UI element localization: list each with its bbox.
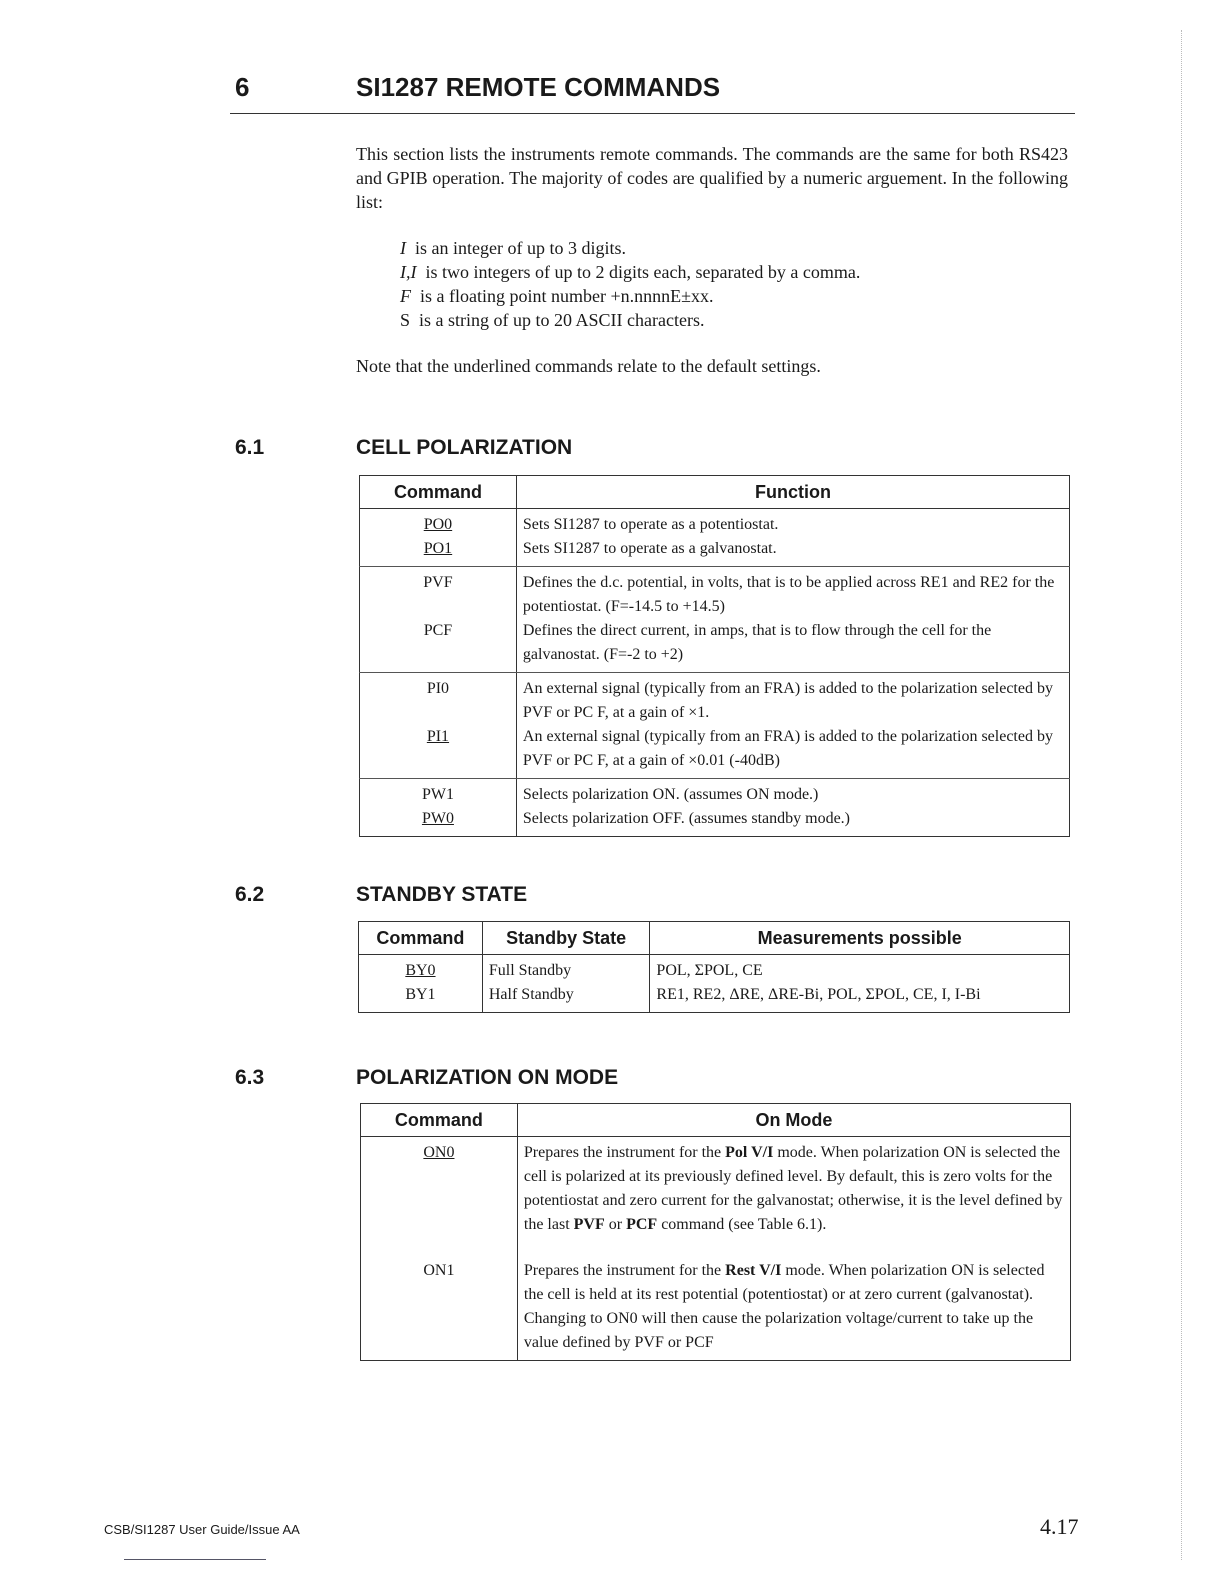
measurements-cell: RE1, RE2, ΔRE, ΔRE-Bi, POL, ΣPOL, CE, I, I-Bi: [650, 983, 1070, 1013]
command-code: PO0: [423, 516, 453, 533]
table-header-row: [361, 1104, 1071, 1137]
polarization-on-mode-table: [360, 1103, 1071, 1361]
definition-text: is a string of up to 20 ASCII characters.: [419, 310, 705, 330]
column-header: Function: [516, 476, 1069, 509]
definition-text: is an integer of up to 3 digits.: [415, 238, 626, 258]
command-code: PI1: [426, 728, 450, 745]
on-mode-text: or: [604, 1216, 627, 1233]
table-header-row: [360, 476, 1070, 509]
command-cell: [359, 983, 483, 1013]
on-mode-text: Prepares the instrument for the: [523, 1262, 726, 1279]
function-cell: [516, 673, 1069, 779]
on-mode-text: mode. When polarization ON is selected the cell is held at its rest potential (potentiostat) or at zero current (galvanostat). Changing to ON0 will then cause the polarization voltage/current to take up the value defined by PVF or PCF: [523, 1262, 1045, 1351]
standby-state-cell: Full Standby: [482, 955, 650, 984]
table-row: [360, 673, 1070, 779]
column-header: Command: [361, 1104, 518, 1137]
definition-item: [400, 260, 860, 284]
command-code: ON0: [423, 1144, 455, 1161]
command-code: PW1: [421, 786, 454, 803]
command-reference: PVF: [573, 1216, 605, 1233]
chapter-title: SI1287 REMOTE COMMANDS: [356, 72, 721, 102]
on-mode-text: mode. When polarization ON is selected the cell is polarized at its previously defined level. By default, this is zero volts for the potentiostat and zero current for the galvanostat; otherwise, it is the level defined by the last: [523, 1144, 1063, 1233]
definition-list: [400, 236, 860, 332]
command-cell: [359, 955, 483, 984]
command-code: BY0: [405, 962, 436, 979]
definition-symbol: F: [400, 286, 411, 306]
section-number: 6.3: [235, 1066, 265, 1089]
function-text: Defines the d.c. potential, in volts, that is to be applied across RE1 and RE2 for the potentiostat. (F=-14.5 to +14.5): [522, 574, 1055, 615]
function-text: An external signal (typically from an FRA) is added to the polarization selected by PVF or PC F, at a gain of ×0.01 (-40dB): [522, 728, 1053, 769]
definition-item: [400, 236, 860, 260]
on-mode-text: command (see Table 6.1).: [657, 1216, 827, 1233]
column-header: Standby State: [482, 922, 650, 955]
function-text: Selects polarization ON. (assumes ON mode.): [522, 786, 819, 803]
intro-paragraph: This section lists the instruments remote commands. The commands are the same for both RS423 and GPIB operation. The majority of codes are qualified by a numeric arguement. In the following list:: [356, 144, 1068, 212]
definition-item: [400, 308, 860, 332]
on-mode-cell: [517, 1137, 1070, 1256]
footer-document-id: CSB/SI1287 User Guide/Issue AA: [104, 1522, 300, 1537]
command-code: PCF: [423, 622, 453, 639]
command-code: ON1: [423, 1262, 455, 1279]
section-title: POLARIZATION ON MODE: [356, 1066, 619, 1089]
command-reference: PCF: [626, 1216, 658, 1233]
command-cell: [360, 779, 517, 837]
command-code: PI0: [426, 680, 450, 697]
definition-symbol: I: [400, 238, 406, 258]
table-row: [359, 955, 1070, 984]
on-mode-name: Rest V/I: [725, 1262, 782, 1279]
table-row: [360, 567, 1070, 673]
definition-symbol: S: [400, 310, 411, 330]
chapter-number: 6: [235, 72, 250, 102]
command-cell: [361, 1137, 518, 1256]
definition-item: [400, 284, 860, 308]
section-title: CELL POLARIZATION: [356, 436, 573, 459]
function-text: Sets SI1287 to operate as a galvanostat.: [522, 540, 777, 557]
section-number: 6.2: [235, 883, 265, 906]
function-text: An external signal (typically from an FRA) is added to the polarization selected by PVF or PC F, at a gain of ×1.: [522, 680, 1053, 721]
function-text: Sets SI1287 to operate as a potentiostat.: [522, 516, 779, 533]
command-code: BY1: [405, 986, 436, 1003]
command-code: PW0: [421, 810, 454, 827]
section-number: 6.1: [235, 436, 265, 459]
measurements-cell: POL, ΣPOL, CE: [650, 955, 1070, 984]
on-mode-cell: [517, 1255, 1070, 1361]
table-row: [359, 983, 1070, 1013]
function-cell: [516, 509, 1069, 567]
command-cell: [361, 1255, 518, 1361]
column-header: On Mode: [517, 1104, 1070, 1137]
standby-state-cell: Half Standby: [482, 983, 650, 1013]
command-cell: [360, 509, 517, 567]
column-header: Command: [359, 922, 483, 955]
column-header: Command: [360, 476, 517, 509]
section-title: STANDBY STATE: [356, 883, 528, 906]
function-cell: [516, 779, 1069, 837]
definition-text: is two integers of up to 2 digits each, separated by a comma.: [425, 262, 861, 282]
chapter-divider: [230, 113, 1075, 114]
page-number: 4.17: [1040, 1514, 1079, 1539]
definition-symbol: I,I: [400, 262, 417, 282]
function-cell: [516, 567, 1069, 673]
table-header-row: [359, 922, 1070, 955]
function-text: Defines the direct current, in amps, that is to flow through the cell for the galvanostat. (F=-2 to +2): [522, 622, 992, 663]
command-cell: [360, 673, 517, 779]
column-header: Measurements possible: [650, 922, 1070, 955]
on-mode-text: Prepares the instrument for the: [523, 1144, 726, 1161]
footer-divider: [124, 1559, 266, 1560]
cell-polarization-table: [359, 475, 1070, 837]
function-text: Selects polarization OFF. (assumes standby mode.): [522, 810, 850, 827]
scan-edge-line: [1181, 30, 1182, 1560]
definition-text: is a floating point number +n.nnnnE±xx.: [420, 286, 714, 306]
table-row: [361, 1255, 1071, 1361]
table-row: [360, 779, 1070, 837]
command-code: PO1: [423, 540, 453, 557]
standby-state-table: [358, 921, 1070, 1013]
command-code: PVF: [423, 574, 453, 591]
table-row: [361, 1137, 1071, 1256]
command-cell: [360, 567, 517, 673]
table-row: [360, 509, 1070, 567]
default-settings-note: Note that the underlined commands relate to the default settings.: [356, 356, 821, 376]
on-mode-name: Pol V/I: [725, 1144, 774, 1161]
